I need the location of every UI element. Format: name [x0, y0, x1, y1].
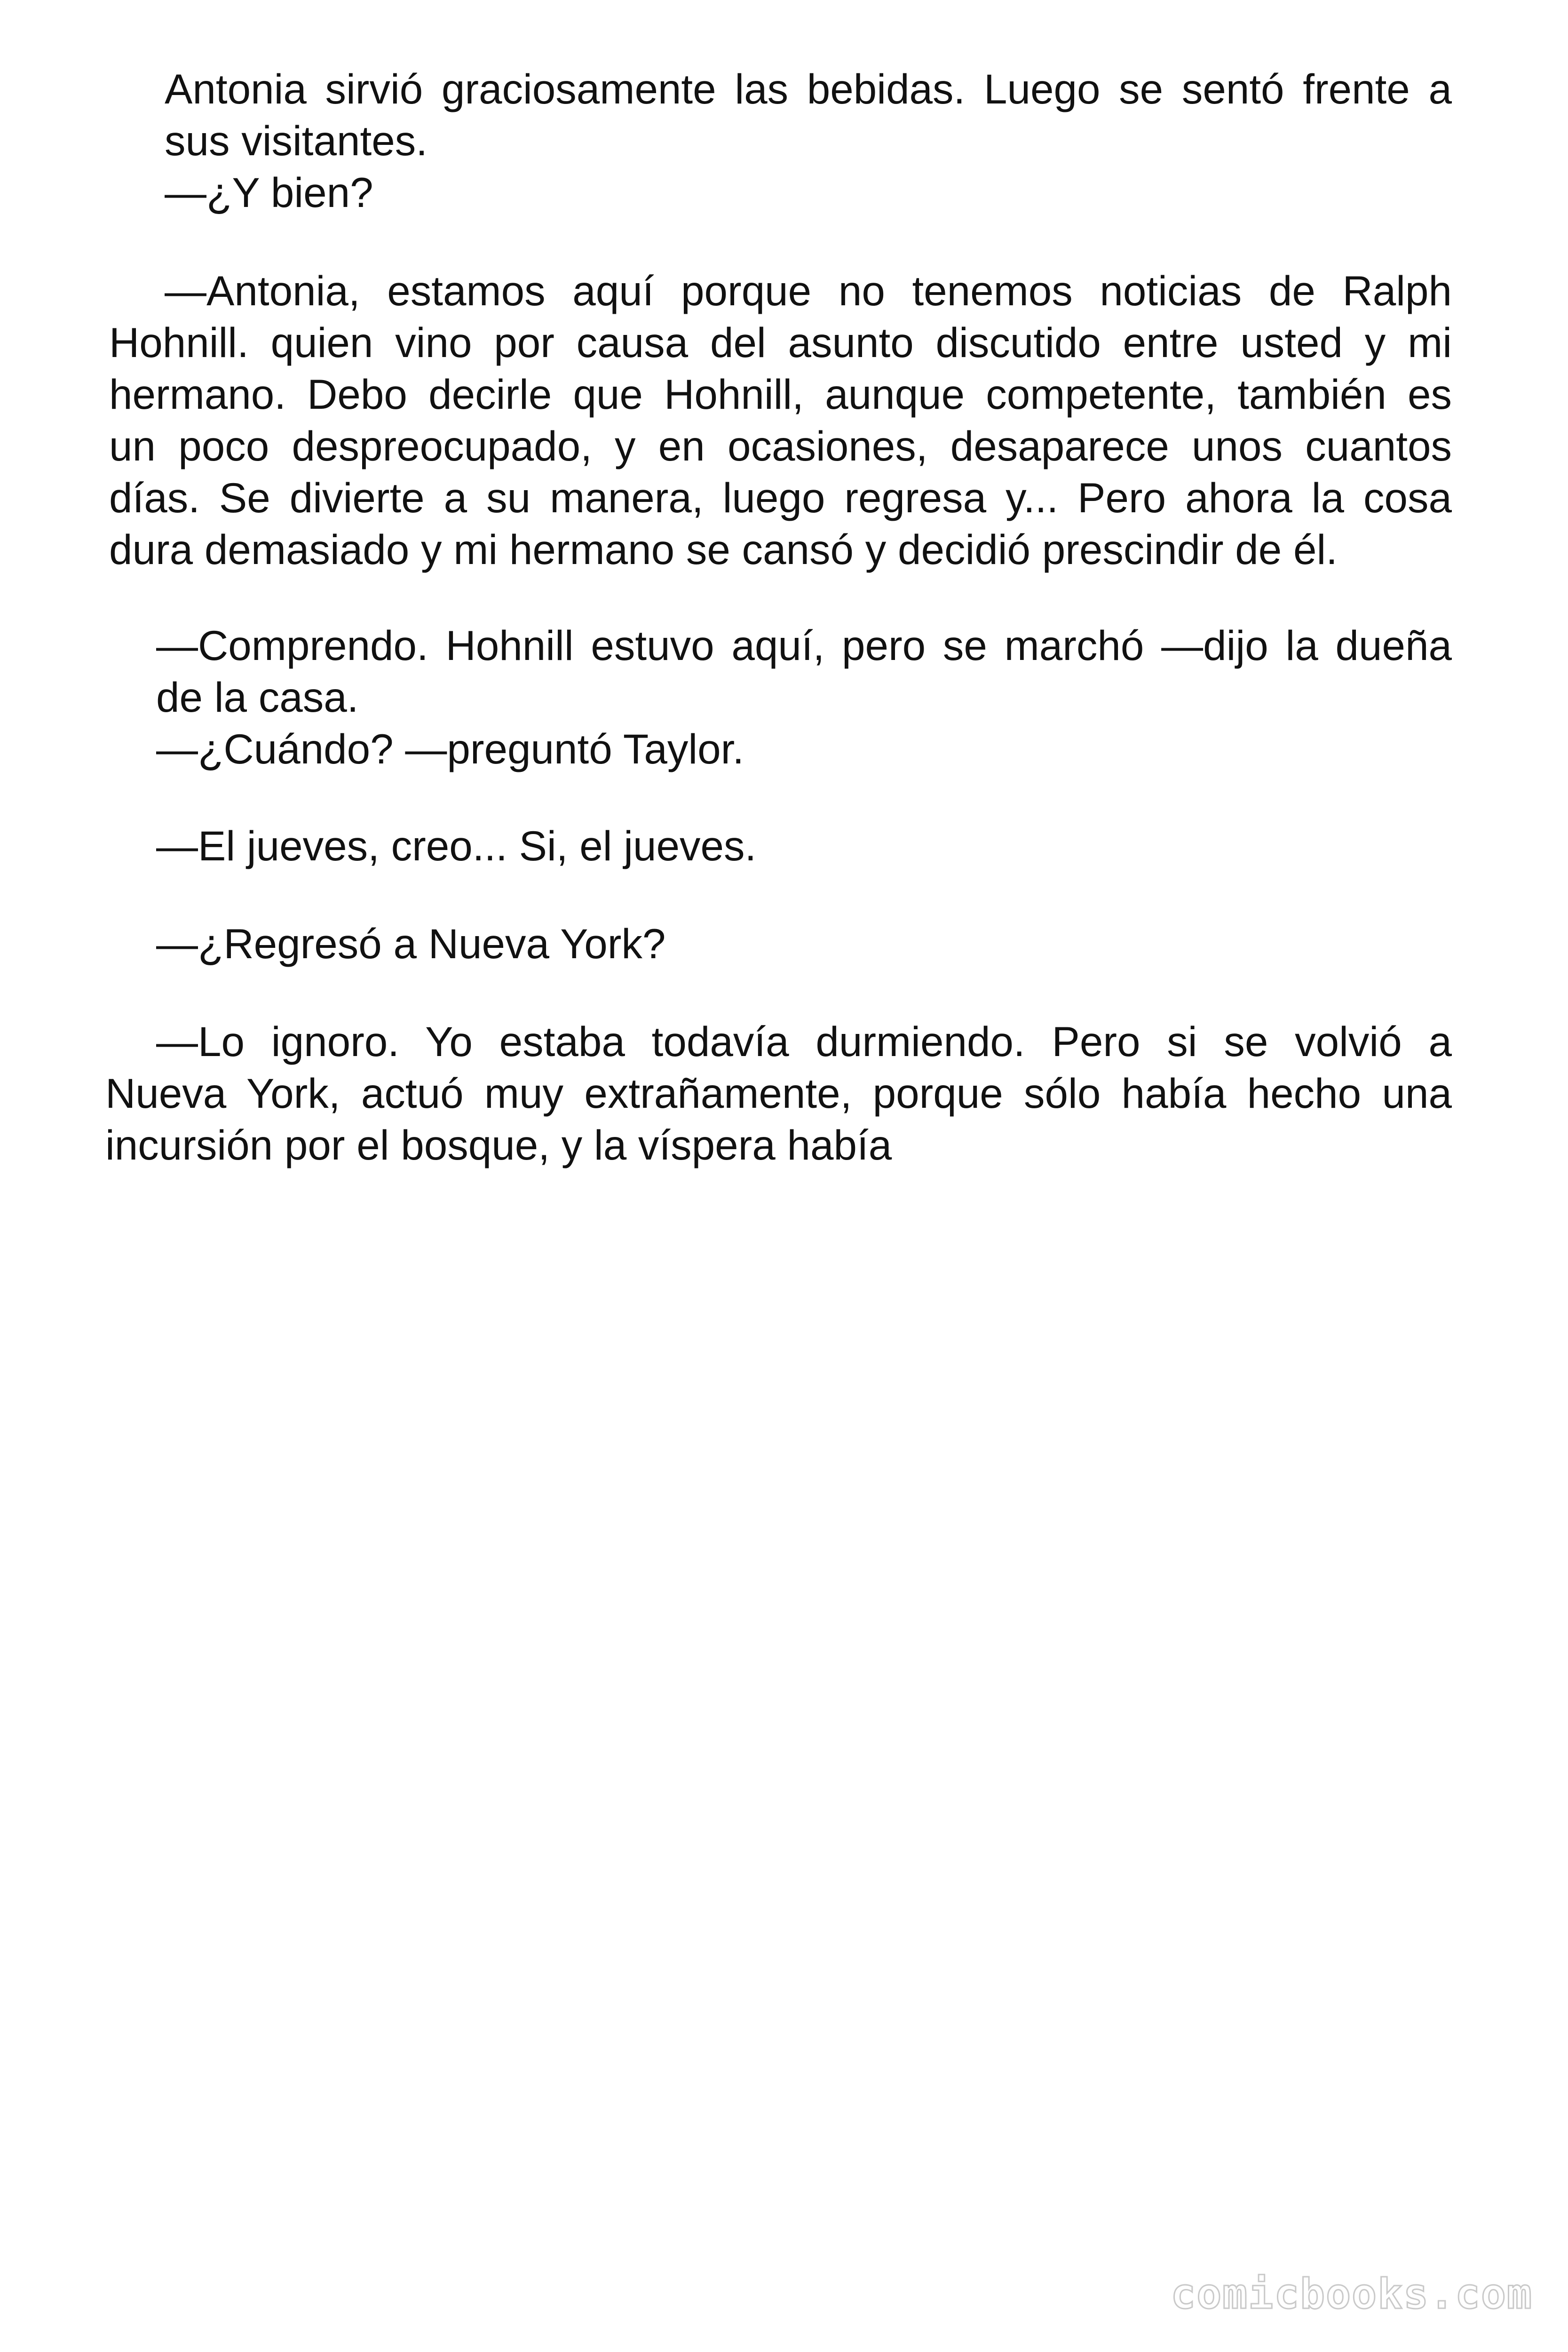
- paragraph-2: [165, 167, 1452, 218]
- text-line: —Lo ignoro. Yo estaba todavía durmiendo. Pero si se volvió a: [156, 1018, 1452, 1065]
- paragraph-8: [105, 1016, 1452, 1171]
- text-line: días. Se divierte a su manera, luego regresa y... Pero ahora la cosa: [109, 474, 1452, 521]
- paragraph-4: [156, 620, 1452, 723]
- paragraph-1: [165, 63, 1452, 167]
- watermark-logo: comicbooks.com: [1171, 2270, 1533, 2318]
- paragraph-6: [156, 820, 1452, 872]
- paragraph-5: [156, 723, 1452, 775]
- text-line: —¿Cuándo? —preguntó Taylor.: [156, 725, 744, 772]
- text-line: de la casa.: [156, 674, 359, 721]
- text-line: sus visitantes.: [165, 117, 428, 164]
- text-line: Nueva York, actuó muy extrañamente, porque sólo había hecho una: [105, 1070, 1452, 1117]
- text-line: dura demasiado y mi hermano se cansó y decidió prescindir de él.: [109, 526, 1338, 573]
- text-line: Hohnill. quien vino por causa del asunto discutido entre usted y mi: [109, 319, 1452, 366]
- text-line: —¿Y bien?: [165, 169, 373, 216]
- text-line: Antonia sirvió graciosamente las bebidas. Luego se sentó frente a: [165, 65, 1452, 112]
- text-line: —El jueves, creo... Si, el jueves.: [156, 822, 757, 869]
- text-line: incursión por el bosque, y la víspera había: [105, 1121, 892, 1168]
- text-line: hermano. Debo decirle que Hohnill, aunque competente, también es: [109, 371, 1452, 418]
- paragraph-3: [109, 265, 1452, 575]
- text-line: un poco despreocupado, y en ocasiones, desaparece unos cuantos: [109, 422, 1452, 469]
- text-line: —Antonia, estamos aquí porque no tenemos noticias de Ralph: [165, 267, 1452, 314]
- paragraph-7: [156, 918, 1452, 969]
- text-line: —¿Regresó a Nueva York?: [156, 920, 666, 967]
- text-line: —Comprendo. Hohnill estuvo aquí, pero se marchó —dijo la dueña: [156, 622, 1452, 669]
